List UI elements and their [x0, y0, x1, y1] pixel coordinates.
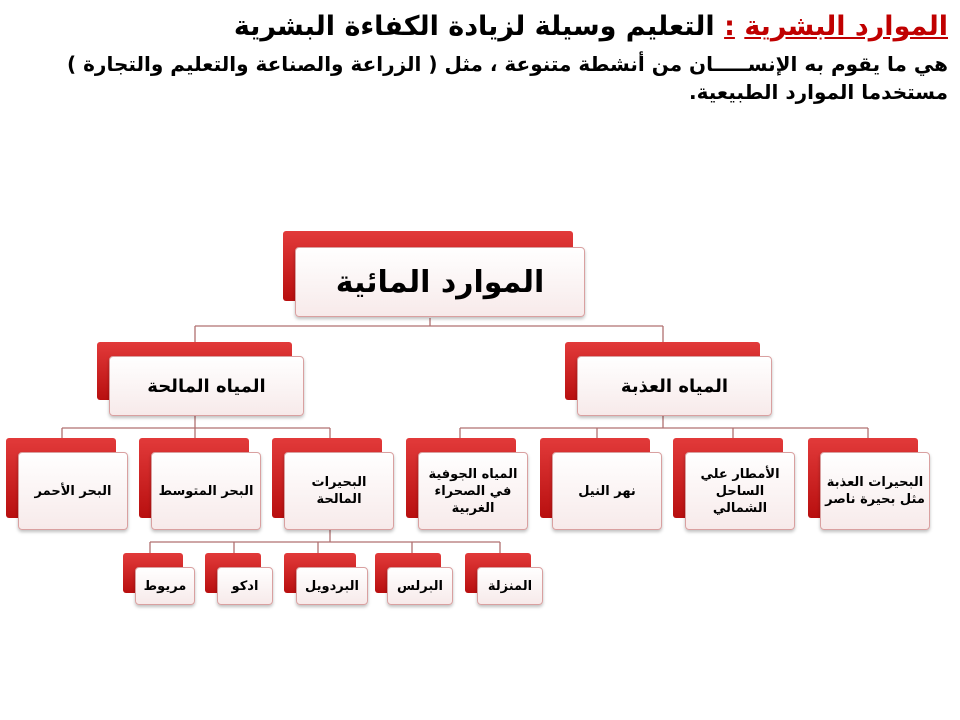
node-salt-lakes-label: البحيرات المالحة	[284, 452, 394, 530]
node-fresh-water-label: المياه العذبة	[577, 356, 772, 416]
node-root	[283, 231, 588, 319]
node-nile	[540, 438, 664, 532]
node-red-sea-label: البحر الأحمر	[18, 452, 128, 530]
node-groundwater	[406, 438, 530, 532]
node-lake-manzala-label: المنزلة	[477, 567, 543, 605]
node-root-label: الموارد المائية	[295, 247, 585, 317]
node-lake-mariout	[123, 553, 197, 607]
definition-text: هي ما يقوم به الإنســـــان من أنشطة متنوعة ، مثل ( الزراعة والصناعة والتعليم والتجارة ) مستخدما الموارد الطبيعية.	[67, 52, 948, 104]
node-fresh-lakes-label: البحيرات العذبة مثل بحيرة ناصر	[820, 452, 930, 530]
node-salt-lakes	[272, 438, 396, 532]
node-lake-bardawil-label: البردويل	[296, 567, 368, 605]
node-lake-bardawil	[284, 553, 370, 607]
node-salt-water-label: المياه المالحة	[109, 356, 304, 416]
node-lake-edku-label: ادكو	[217, 567, 273, 605]
node-mediterranean-label: البحر المتوسط	[151, 452, 261, 530]
title-colon: :	[724, 11, 735, 42]
node-rain	[673, 438, 797, 532]
node-lake-mariout-label: مريوط	[135, 567, 195, 605]
node-lake-burullus	[375, 553, 455, 607]
node-lake-burullus-label: البرلس	[387, 567, 453, 605]
node-nile-label: نهر النيل	[552, 452, 662, 530]
title-subtitle: التعليم وسيلة لزيادة الكفاءة البشرية	[233, 11, 715, 42]
node-fresh-water	[565, 342, 775, 416]
title-topic: الموارد البشرية	[744, 11, 948, 42]
node-lake-manzala	[465, 553, 545, 607]
node-groundwater-label: المياه الجوفية في الصحراء الغربية	[418, 452, 528, 530]
node-rain-label: الأمطار علي الساحل الشمالي	[685, 452, 795, 530]
node-fresh-lakes	[808, 438, 932, 532]
node-salt-water	[97, 342, 307, 416]
node-lake-edku	[205, 553, 275, 607]
node-mediterranean	[139, 438, 263, 532]
node-red-sea	[6, 438, 130, 532]
